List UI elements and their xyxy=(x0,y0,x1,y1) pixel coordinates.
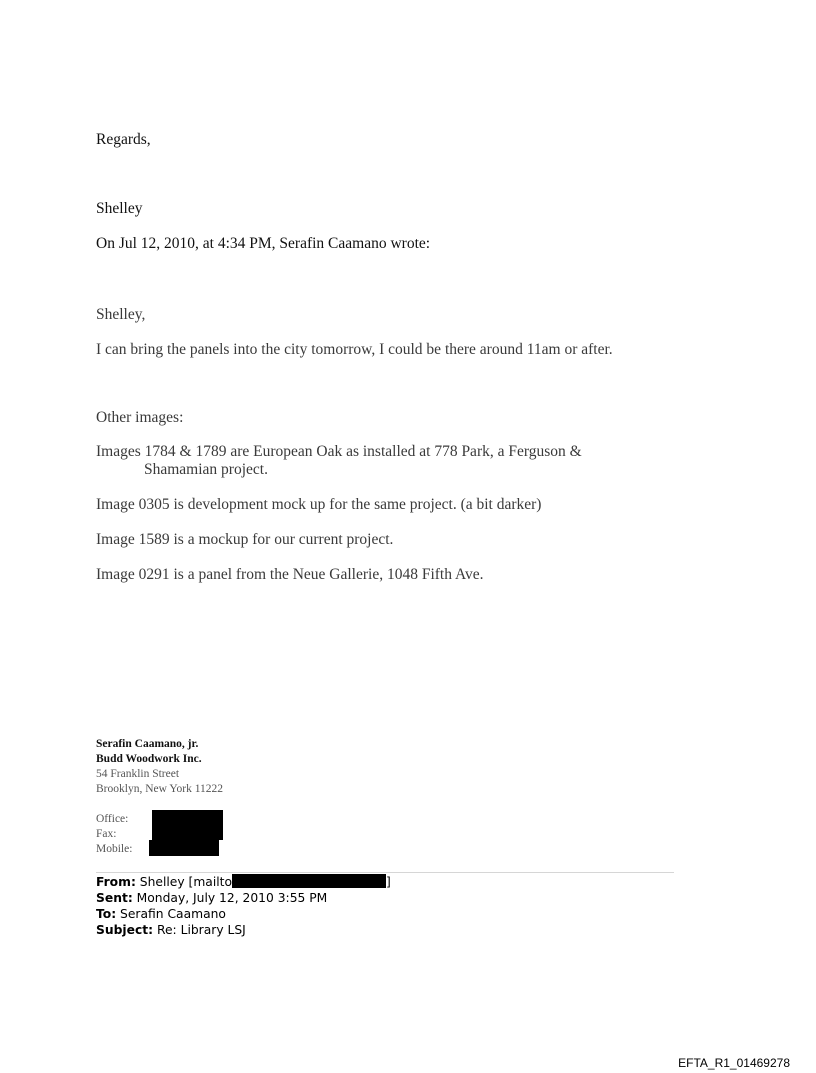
image-note-2: Image 0305 is development mock up for the same project. (a bit darker) xyxy=(96,496,542,513)
subject-label: Subject: xyxy=(96,923,154,937)
quoted-paragraph: I can bring the panels into the city tomorrow, I could be there around 11am or after. xyxy=(96,341,613,358)
redaction-mobile xyxy=(149,840,219,856)
redaction-email xyxy=(232,874,386,888)
image-note-4: Image 0291 is a panel from the Neue Gallerie, 1048 Fifth Ave. xyxy=(96,566,484,583)
redaction-fax xyxy=(152,825,223,840)
signature-city: Brooklyn, New York 11222 xyxy=(96,783,224,795)
from-label: From: xyxy=(96,875,136,889)
signature-company: Budd Woodwork Inc. xyxy=(96,753,202,765)
quoted-salutation: Shelley, xyxy=(96,306,146,323)
sent-value: Monday, July 12, 2010 3:55 PM xyxy=(136,891,328,905)
document-id: EFTA_R1_01469278 xyxy=(678,1056,790,1070)
subject-value: Re: Library LSJ xyxy=(156,923,246,937)
redaction-office xyxy=(152,810,223,825)
header-to xyxy=(96,906,226,922)
signature-name: Serafin Caamano, jr. xyxy=(96,738,199,750)
closing-regards: Regards, xyxy=(96,131,151,148)
signature-street: 54 Franklin Street xyxy=(96,768,180,780)
from-value: Shelley [mailto xyxy=(139,875,233,889)
signature-mobile-label: Mobile: xyxy=(96,843,133,855)
other-images-heading: Other images: xyxy=(96,409,184,426)
header-sent xyxy=(96,890,327,906)
header-from xyxy=(96,874,391,890)
to-value: Serafin Caamano xyxy=(120,907,226,921)
header-divider xyxy=(96,872,674,873)
sent-label: Sent: xyxy=(96,891,133,905)
image-note-1-line1: Images 1784 & 1789 are European Oak as installed at 778 Park, a Ferguson & xyxy=(96,443,582,460)
sender-name: Shelley xyxy=(96,200,143,217)
signature-office-label: Office: xyxy=(96,813,129,825)
image-note-1 xyxy=(96,443,616,479)
from-close: ] xyxy=(386,875,391,889)
image-note-3: Image 1589 is a mockup for our current project. xyxy=(96,531,394,548)
quote-intro: On Jul 12, 2010, at 4:34 PM, Serafin Caamano wrote: xyxy=(96,235,431,252)
to-label: To: xyxy=(96,907,117,921)
header-subject xyxy=(96,922,246,938)
signature-fax-label: Fax: xyxy=(96,828,117,840)
image-note-1-line2: Shamamian project. xyxy=(144,461,268,478)
